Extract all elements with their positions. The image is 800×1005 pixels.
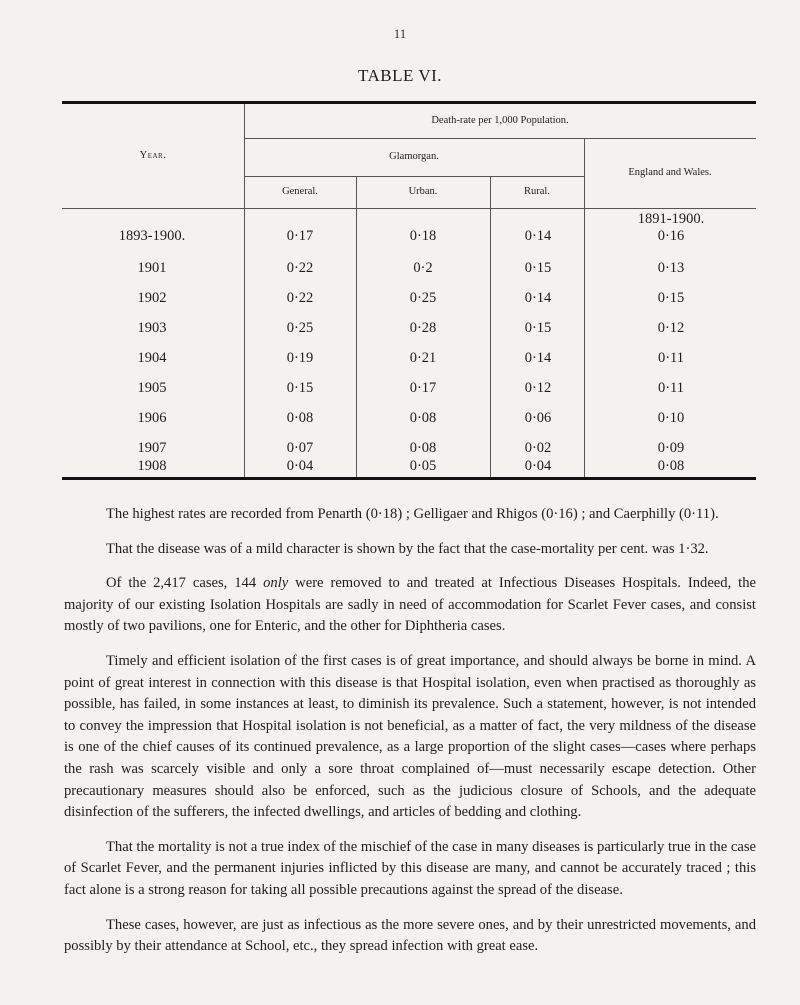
england-cell: 0·12 xyxy=(657,320,685,336)
england-cell: 0·08 xyxy=(657,458,685,474)
general-cell: 0·22 xyxy=(286,290,314,306)
urban-cell: 0·18 xyxy=(409,228,437,244)
england-cell: 0·11 xyxy=(657,350,685,366)
england-cell: 0·13 xyxy=(657,260,685,276)
paragraph-text: Of the 2,417 cases, 144 xyxy=(106,575,264,592)
year-cell: 1903 xyxy=(137,320,167,336)
group-header-rule xyxy=(244,138,756,139)
urban-cell: 0·28 xyxy=(409,320,437,336)
table-title: TABLE VI. xyxy=(357,66,443,85)
england-cell: 0·16 xyxy=(657,228,685,244)
paragraph: These cases, however, are just as infectious as the more severe ones, and by their unrestricted movements, and possibly by their attendance at School, etc., they spread infection with great ease. xyxy=(64,916,756,955)
year-cell: 1893-1900. xyxy=(118,228,186,244)
paragraph xyxy=(64,573,756,638)
glamorgan-england-divider xyxy=(584,138,585,477)
england-wales-header: England and Wales. xyxy=(628,167,712,178)
general-header: General. xyxy=(282,186,318,197)
rural-cell: 0·06 xyxy=(524,410,552,426)
rural-cell: 0·15 xyxy=(524,260,552,276)
page-number: 11 xyxy=(393,26,407,41)
year-cell: 1901 xyxy=(137,260,167,276)
england-cell: 0·15 xyxy=(657,290,685,306)
glamorgan-header: Glamorgan. xyxy=(389,151,439,162)
england-cell: 0·09 xyxy=(657,440,685,456)
paragraph: That the mortality is not a true index of the mischief of the case in many diseases is particularly true in the case of Scarlet Fever, and the permanent injuries inflicted by this disease are many, and cannot be accurately traced ; this fact alone is a strong reason for taking all possible precautions against the spread of the disease. xyxy=(64,838,756,898)
year-cell: 1906 xyxy=(137,410,167,426)
general-cell: 0·07 xyxy=(286,440,314,456)
rural-cell: 0·02 xyxy=(524,440,552,456)
general-cell: 0·17 xyxy=(286,228,314,244)
urban-cell: 0·17 xyxy=(409,380,437,396)
general-urban-divider xyxy=(356,176,357,477)
urban-cell: 0·21 xyxy=(409,350,437,366)
general-cell: 0·19 xyxy=(286,350,314,366)
paragraph: The highest rates are recorded from Penarth (0·18) ; Gelligaer and Rhigos (0·16) ; and Caerphilly (0·11). xyxy=(106,506,719,522)
year-header: Year. xyxy=(139,150,167,161)
rural-cell: 0·14 xyxy=(524,228,552,244)
paragraph-text: were removed to and treated at Infectious Diseases Hospitals. Indeed, the majority of our existing Isolation Hospitals are sadly in need of accommodation for Scarlet Fever cases, and consist mostly of two pavilions, one for Enteric, and the other for Diphtheria cases. xyxy=(64,575,757,635)
england-period-note: 1891-1900. xyxy=(637,211,705,227)
rural-cell: 0·12 xyxy=(524,380,552,396)
rural-cell: 0·14 xyxy=(524,350,552,366)
year-cell: 1904 xyxy=(137,350,167,366)
urban-cell: 0·08 xyxy=(409,440,437,456)
rural-cell: 0·14 xyxy=(524,290,552,306)
general-cell: 0·22 xyxy=(286,260,314,276)
rural-header: Rural. xyxy=(524,186,550,197)
paragraph: Timely and efficient isolation of the first cases is of great importance, and should always be borne in mind. A point of great interest in connection with this disease is that Hospital isolation, even when practised as thoroughly as possible, has failed, in some instances at least, to diminish its prevalence. Such a statement, however, is not intended to convey the impression that Hospital isolation is not beneficial, as a matter of fact, the very mildness of the disease is one of the chief causes of its continued prevalence, as a large proportion of the slight cases—cases where perhaps the rash was scarcely visible and only a sore throat complained of—must necessarily escape detection. Other precautionary measures should also be enforced, such as the judicious closure of Schools, and the adequate disinfection of the sufferers, the infected dwellings, and articles of bedding and clothing. xyxy=(64,652,756,821)
header-bottom-rule xyxy=(62,208,756,209)
urban-cell: 0·08 xyxy=(409,410,437,426)
urban-cell: 0·2 xyxy=(413,260,433,276)
general-cell: 0·08 xyxy=(286,410,314,426)
death-rate-header: Death-rate per 1,000 Population. xyxy=(431,115,569,126)
urban-header: Urban. xyxy=(408,186,438,197)
general-cell: 0·15 xyxy=(286,380,314,396)
year-cell: 1905 xyxy=(137,380,167,396)
rural-cell: 0·04 xyxy=(524,458,552,474)
glamorgan-header-rule xyxy=(244,176,584,177)
year-cell: 1908 xyxy=(137,458,167,474)
table-bottom-rule xyxy=(62,477,756,480)
year-cell: 1907 xyxy=(137,440,167,456)
table-top-rule xyxy=(62,101,756,104)
paragraph: That the disease was of a mild character is shown by the fact that the case-mortality per cent. was 1·32. xyxy=(106,540,709,557)
general-cell: 0·04 xyxy=(286,458,314,474)
rural-cell: 0·15 xyxy=(524,320,552,336)
england-cell: 0·10 xyxy=(657,410,685,426)
general-cell: 0·25 xyxy=(286,320,314,336)
urban-cell: 0·25 xyxy=(409,290,437,306)
urban-cell: 0·05 xyxy=(409,458,437,474)
emphasis-text: only xyxy=(263,575,289,592)
urban-rural-divider xyxy=(490,176,491,477)
england-cell: 0·11 xyxy=(657,380,685,396)
year-cell: 1902 xyxy=(137,290,167,306)
body-text xyxy=(64,504,756,971)
